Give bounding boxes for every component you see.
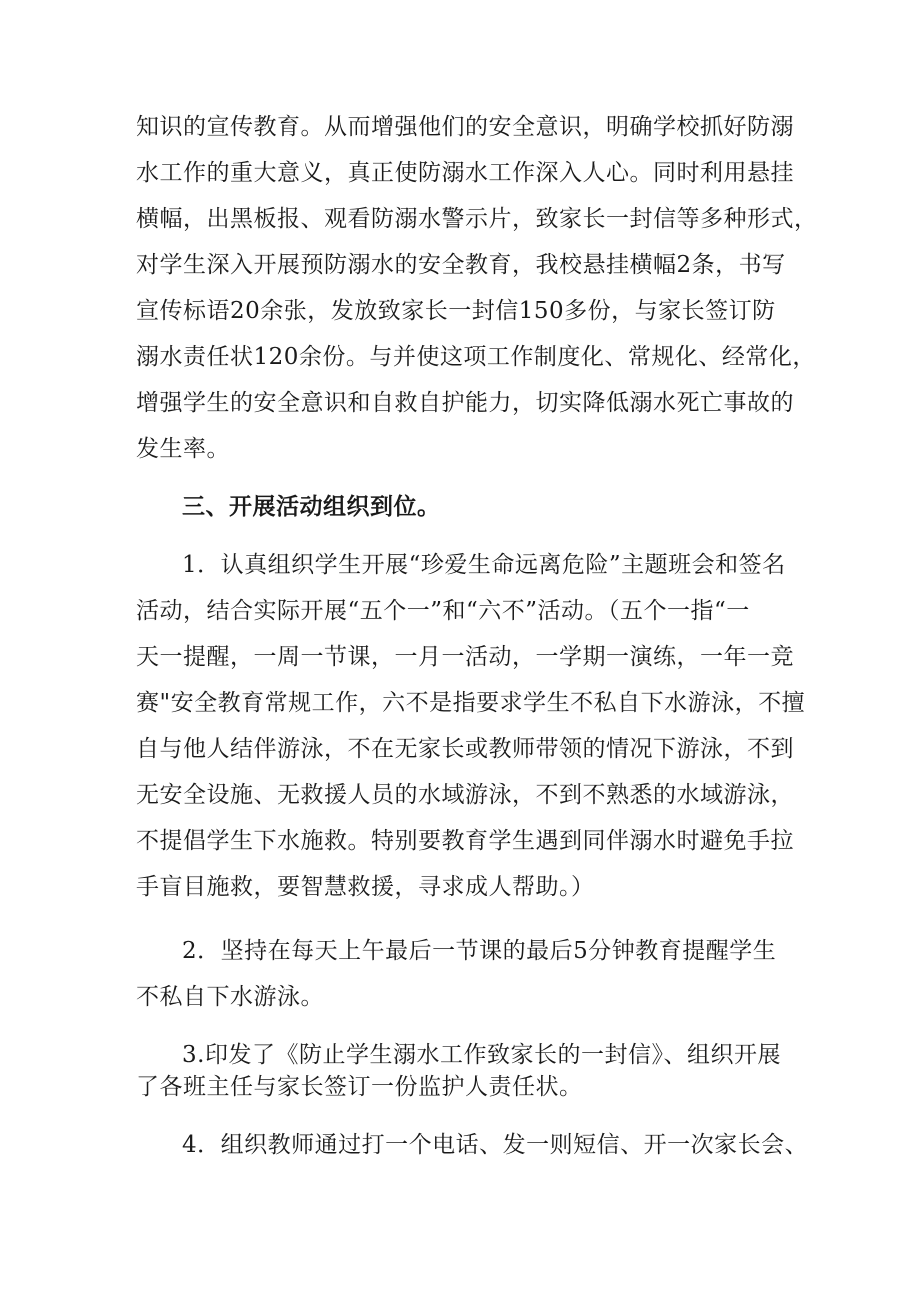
item-1-line-4: 赛"安全教育常规工作，六不是指要求学生不私自下水游泳，不擅 [136,690,806,716]
paragraph-1-line-8: 发生率。 [136,436,230,462]
item-3-line-2: 了各班主任与家长签订一份监护人责任状。 [136,1074,583,1100]
item-1-line-1: 1．认真组织学生开展“珍爱生命远离危险”主题班会和签名 [182,552,786,578]
item-1-line-5: 自与他人结伴游泳，不在无家长或教师带领的情况下游泳，不到 [136,736,794,762]
item-2-line-1: 2．坚持在每天上午最后一节课的最后5分钟教育提醒学生 [182,938,777,964]
item-1-line-2: 活动，结合实际开展“五个一”和“六不”活动。（五个一指“一 [136,598,750,624]
paragraph-1-line-2: 水工作的重大意义，真正使防溺水工作深入人心。同时利用悬挂 [136,160,794,186]
item-4-line-1: 4．组织教师通过打一个电话、发一则短信、开一次家长会、 [182,1132,809,1158]
item-3-line-1: 3.印发了《防止学生溺水工作致家长的一封信》、组织开展 [182,1042,781,1068]
item-1-line-8: 手盲目施救，要智慧救援，寻求成人帮助。） [136,874,595,900]
item-2-line-2: 不私自下水游泳。 [136,984,324,1010]
paragraph-1-line-6: 溺水责任状120余份。与并使这项工作制度化、常规化、经常化， [136,344,816,370]
paragraph-1-line-4: 对学生深入开展预防溺水的安全教育，我校悬挂横幅2条，书写 [136,252,786,278]
paragraph-1-line-3: 横幅，出黑板报、观看防溺水警示片，致家长一封信等多种形式， [136,206,818,232]
item-1-line-6: 无安全设施、无救援人员的水域游泳，不到不熟悉的水域游泳， [136,782,794,808]
section-heading: 三、开展活动组织到位。 [182,494,441,520]
paragraph-1-line-5: 宣传标语20余张，发放致家长一封信150多份，与家长签订防 [136,298,776,324]
paragraph-1-line-1: 知识的宣传教育。从而增强他们的安全意识，明确学校抓好防溺 [136,114,794,140]
item-1-line-7: 不提倡学生下水施救。特别要教育学生遇到同伴溺水时避免手拉 [136,828,794,854]
item-1-line-3: 天一提醒，一周一节课，一月一活动，一学期一演练，一年一竞 [136,644,794,670]
paragraph-1-line-7: 增强学生的安全意识和自救自护能力，切实降低溺水死亡事故的 [136,390,794,416]
